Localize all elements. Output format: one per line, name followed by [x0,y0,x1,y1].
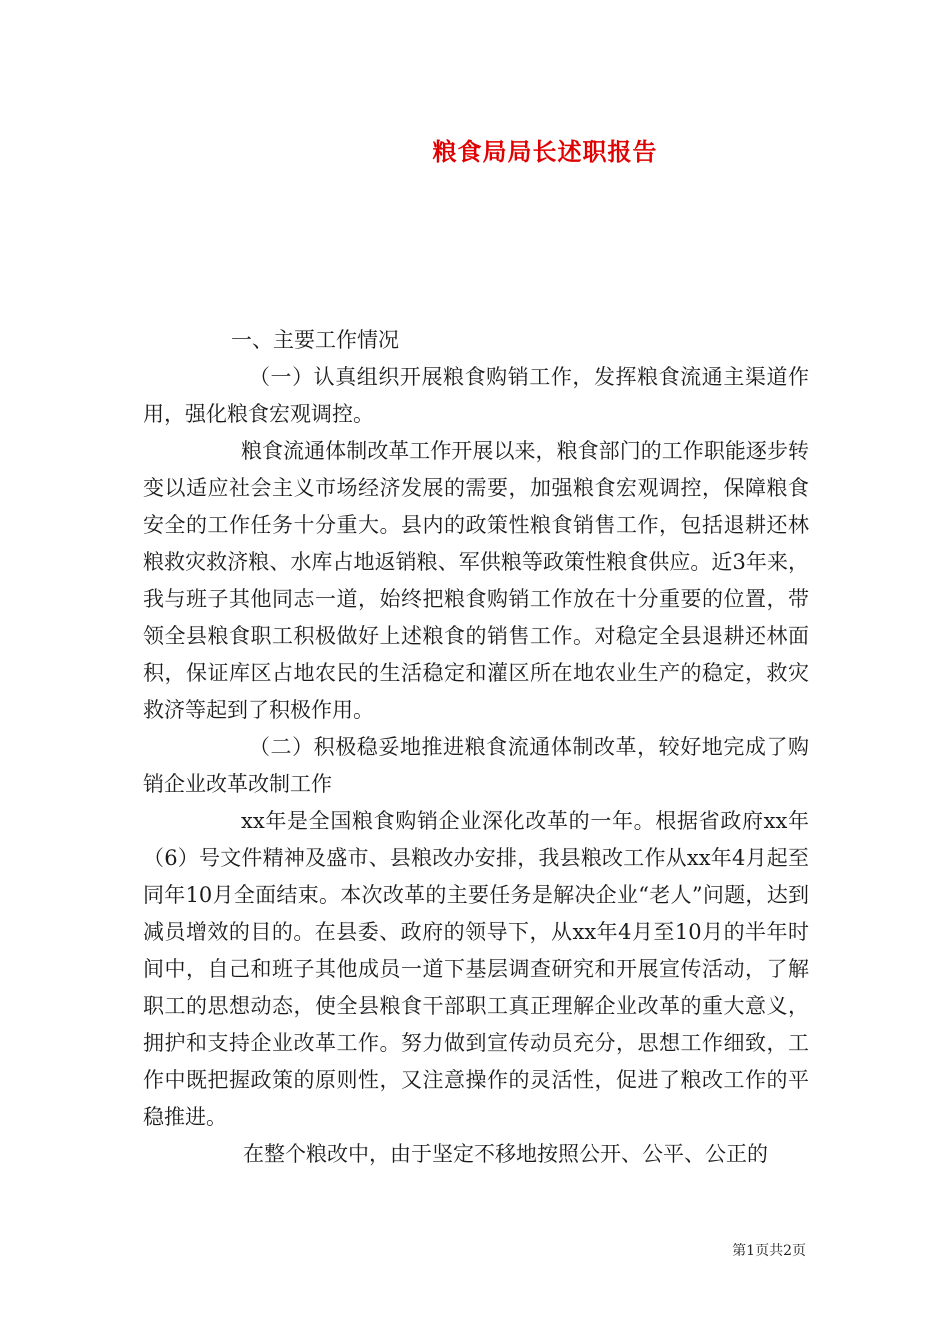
section-1-body: 粮食流通体制改革工作开展以来，粮食部门的工作职能逐步转变以适应社会主义市场经济发展的需要，加强粮食宏观调控，保障粮食安全的工作任务十分重大。县内的政策性粮食销售工作，包括退耕还林粮救灾救济粮、水库占地返销粮、军供粮等政策性粮食供应。近3年来，我与班子其他同志一道，始终把粮食购销工作放在十分重要的位置，带领全县粮食职工积极做好上述粮食的销售工作。对稳定全县退耕还林面积，保证库区占地农民的生活稳定和灌区所在地农业生产的稳定，救灾救济等起到了积极作用。 [143,439,809,722]
document-title: 粮食局局长述职报告 [432,137,658,166]
section-2-body: xx年是全国粮食购销企业深化改革的一年。根据省政府xx年（6）号文件精神及盛市、县粮改办安排，我县粮改工作从xx年4月起至同年10月全面结束。本次改革的主要任务是解决企业“老人”问题，达到减员增效的目的。在县委、政府的领导下，从xx年4月至10月的半年时间中，自己和班子其他成员一道下基层调查研究和开展宣传活动，了解职工的思想动态，使全县粮食干部职工真正理解企业改革的重大意义，拥护和支持企业改革工作。努力做到宣传动员充分，思想工作细致，工作中既把握政策的原则性，又注意操作的灵活性，促进了粮改工作的平稳推进。 [143,809,809,1129]
section-2-title: （二）积极稳妥地推进粮食流通体制改革，较好地完成了购销企业改革改制工作 [143,735,809,796]
heading-main-work: 一、主要工作情况 [231,328,399,352]
section-1-title: （一）认真组织开展粮食购销工作，发挥粮食流通主渠道作用，强化粮食宏观调控。 [143,365,809,426]
section-3-start: 在整个粮改中，由于坚定不移地按照公开、公平、公正的 [243,1142,768,1166]
document-body [143,322,809,1173]
page-number: 第1页共2页 [732,1243,806,1259]
